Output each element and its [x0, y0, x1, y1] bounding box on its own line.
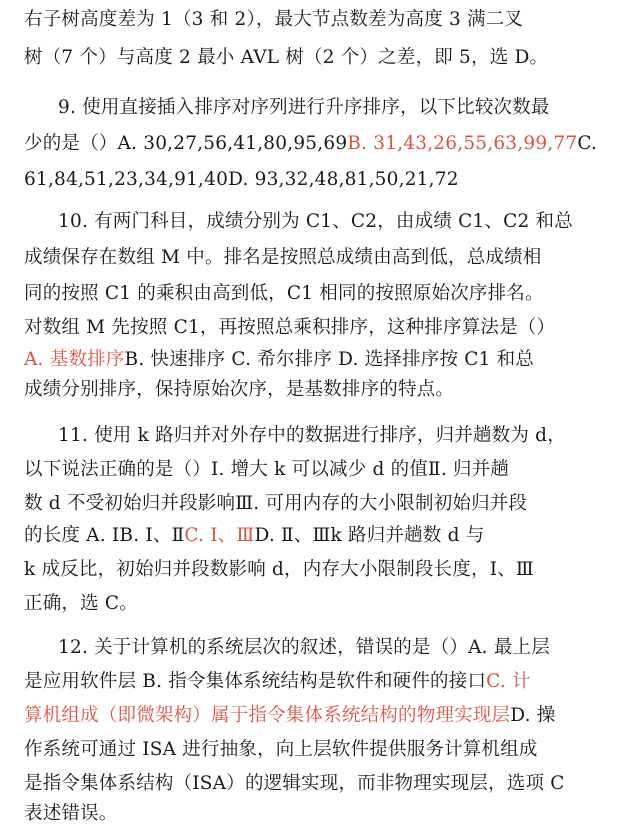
q11-line-4	[24, 524, 604, 550]
q11-options-ab: 的长度 A. ⅠB. Ⅰ、Ⅱ	[24, 525, 185, 546]
q10-line-3: 同的按照 C1 的乘积由高到低，C1 相同的按照原始次序排名。	[24, 283, 544, 304]
q12-line-2	[24, 670, 604, 696]
q12-line-1: 12. 关于计算机的系统层次的叙述，错误的是（）A. 最上层	[58, 637, 550, 658]
intro-line-1: 右子树高度差为 1（3 和 2），最大节点数差为高度 3 满二叉	[24, 9, 524, 30]
q12-line-6: 表述错误。	[24, 803, 118, 824]
q9-line-1: 9. 使用直接插入排序对序列进行升序排序，以下比较次数最	[58, 97, 550, 118]
q12-option-d-label: D. 操	[510, 705, 556, 726]
q12-options-ab: 是应用软件层 B. 指令集体系统结构是软件和硬件的接口	[24, 671, 487, 692]
q9-option-c-label: C.	[577, 133, 598, 154]
q10-line-6: 成绩分别排序，保持原始次序，是基数排序的特点。	[24, 379, 455, 400]
q12-line-4: 作系统可通过 ISA 进行抽象，向上层软件提供服务计算机组成	[24, 739, 538, 760]
q11-line-5: k 成反比，初始归并段数影响 d，内存大小限制段长度，Ⅰ、Ⅲ	[24, 559, 534, 580]
q10-options-rest: B. 快速排序 C. 希尔排序 D. 选择排序按 C1 和总	[124, 349, 535, 370]
q9-answer-b: B. 31,43,26,55,63,99,77	[347, 133, 578, 154]
q10-line-4: 对数组 M 先按照 C1，再按照总乘积排序，这种排序算法是（）	[24, 317, 556, 338]
q10-answer-a: A. 基数排序	[24, 349, 125, 370]
intro-line-2: 树（7 个）与高度 2 最小 AVL 树（2 个）之差，即 5，选 D。	[24, 47, 549, 68]
q12-line-5: 是指令集体系结构（ISA）的逻辑实现，而非物理实现层，选项 C	[24, 773, 565, 794]
q9-line-3: 61,84,51,23,34,91,40D. 93,32,48,81,50,21,72	[24, 169, 459, 190]
q12-answer-c-start: C. 计	[486, 671, 531, 692]
q9-options-a: 少的是（）A. 30,27,56,41,80,95,69	[24, 133, 348, 154]
q11-line-6: 正确，选 C。	[24, 593, 138, 614]
q11-line-1: 11. 使用 k 路归并对外存中的数据进行排序，归并趟数为 d，	[58, 425, 566, 446]
q12-line-3	[24, 704, 604, 730]
q9-line-2	[24, 132, 604, 158]
q11-line-3: 数 d 不受初始归并段影响Ⅲ. 可用内存的大小限制初始归并段	[24, 493, 528, 514]
q11-answer-c: C. Ⅰ、Ⅲ	[184, 525, 255, 546]
q12-answer-c-rest: 算机组成（即微架构）属于指令集体系统结构的物理实现层	[24, 705, 511, 726]
q11-line-2: 以下说法正确的是（）Ⅰ. 增大 k 可以减少 d 的值Ⅱ. 归并趟	[24, 459, 510, 480]
q11-option-d: D. Ⅱ、Ⅲk 路归并趟数 d 与	[254, 525, 485, 546]
q10-line-1: 10. 有两门科目，成绩分别为 C1、C2，由成绩 C1、C2 和总	[58, 211, 573, 232]
q10-line-2: 成绩保存在数组 M 中。排名是按照总成绩由高到低，总成绩相	[24, 247, 542, 268]
q10-line-5	[24, 348, 604, 374]
